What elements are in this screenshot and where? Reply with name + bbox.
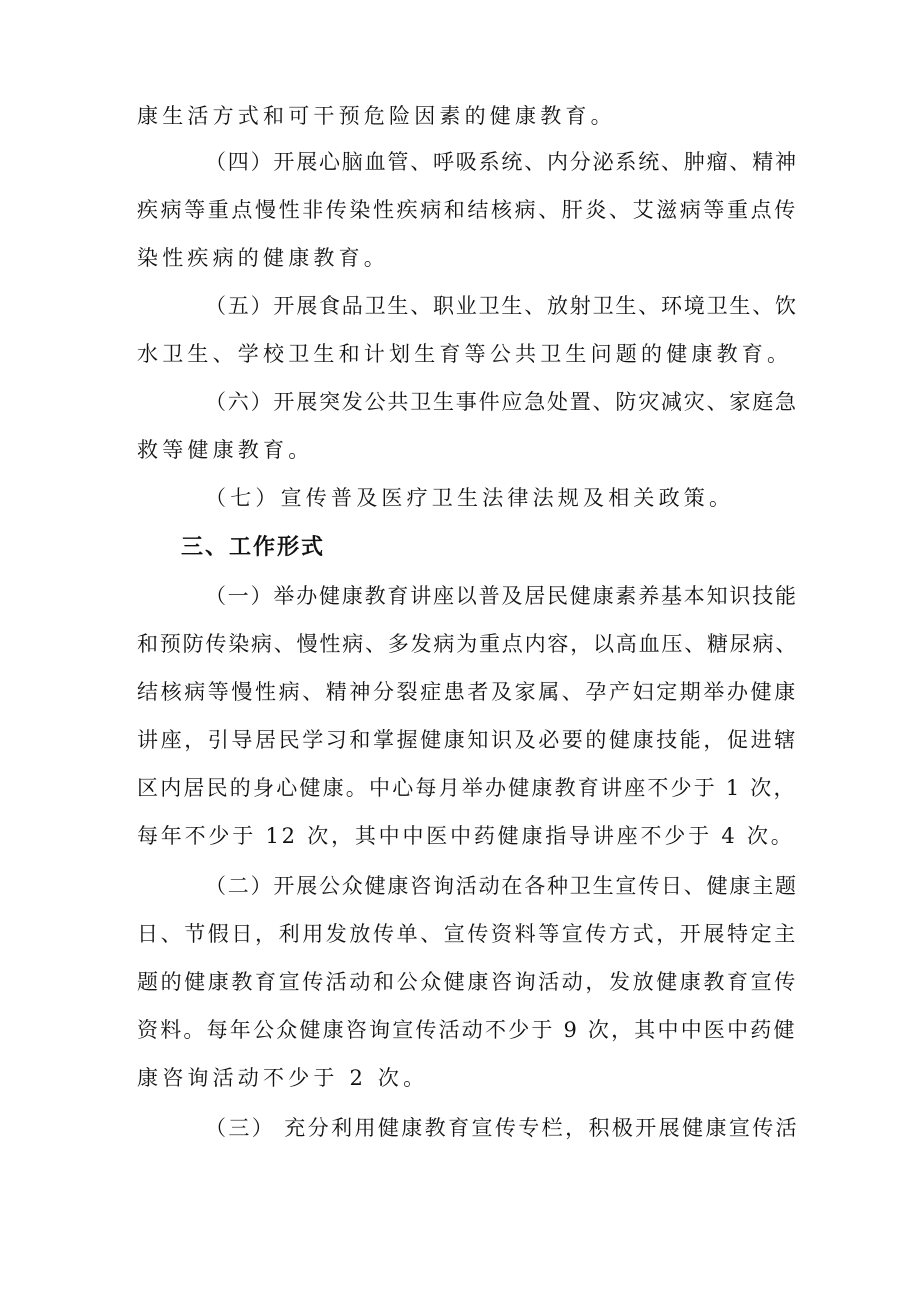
text-line: 区内居民的身心健康。中心每月举办健康教育讲座不少于 1 次， [137,776,797,800]
text-line: 康生活方式和可干预危险因素的健康教育。 [137,104,616,128]
text-line: （五）开展食品卫生、职业卫生、放射卫生、环境卫生、饮 [205,294,798,318]
text-line: 水卫生、学校卫生和计划生育等公共卫生问题的健康教育。 [137,342,793,366]
text-line: （二）开展公众健康咨询活动在各种卫生宣传日、健康主题 [205,874,798,898]
text-line: 讲座，引导居民学习和掌握健康知识及必要的健康技能，促进辖 [137,728,798,752]
text-line: （一）举办健康教育讲座以普及居民健康素养基本知识技能 [205,584,798,608]
text-line: （七）宣传普及医疗卫生法律法规及相关政策。 [205,486,735,510]
text-line: 染性疾病的健康教育。 [137,246,389,270]
text-line: （三） 充分利用健康教育宣传专栏，积极开展健康宣传活 [205,1116,800,1140]
text-line: 结核病等慢性病、精神分裂症患者及家属、孕产妇定期举办健康 [137,680,798,704]
text-line: （六）开展突发公共卫生事件应急处置、防灾减灾、家庭急 [205,390,798,414]
text-line: 资料。每年公众健康咨询宣传活动不少于 9 次，其中中医中药健 [137,1018,797,1042]
text-line: 每年不少于 12 次，其中中医中药健康指导讲座不少于 4 次。 [137,824,795,848]
text-line: 日、节假日，利用发放传单、宣传资料等宣传方式，开展特定主 [137,922,798,946]
text-line: 和预防传染病、慢性病、多发病为重点内容，以高血压、糖尿病、 [137,632,799,656]
text-line: 救等健康教育。 [137,438,314,462]
text-line: （四）开展心脑血管、呼吸系统、内分泌系统、肿瘤、精神 [205,150,798,174]
text-line: 疾病等重点慢性非传染性疾病和结核病、肝炎、艾滋病等重点传 [137,198,798,222]
text-line: 康咨询活动不少于 2 次。 [137,1066,429,1090]
section-heading: 三、工作形式 [181,535,326,560]
text-line: 题的健康教育宣传活动和公众健康咨询活动，发放健康教育宣传 [137,970,798,994]
